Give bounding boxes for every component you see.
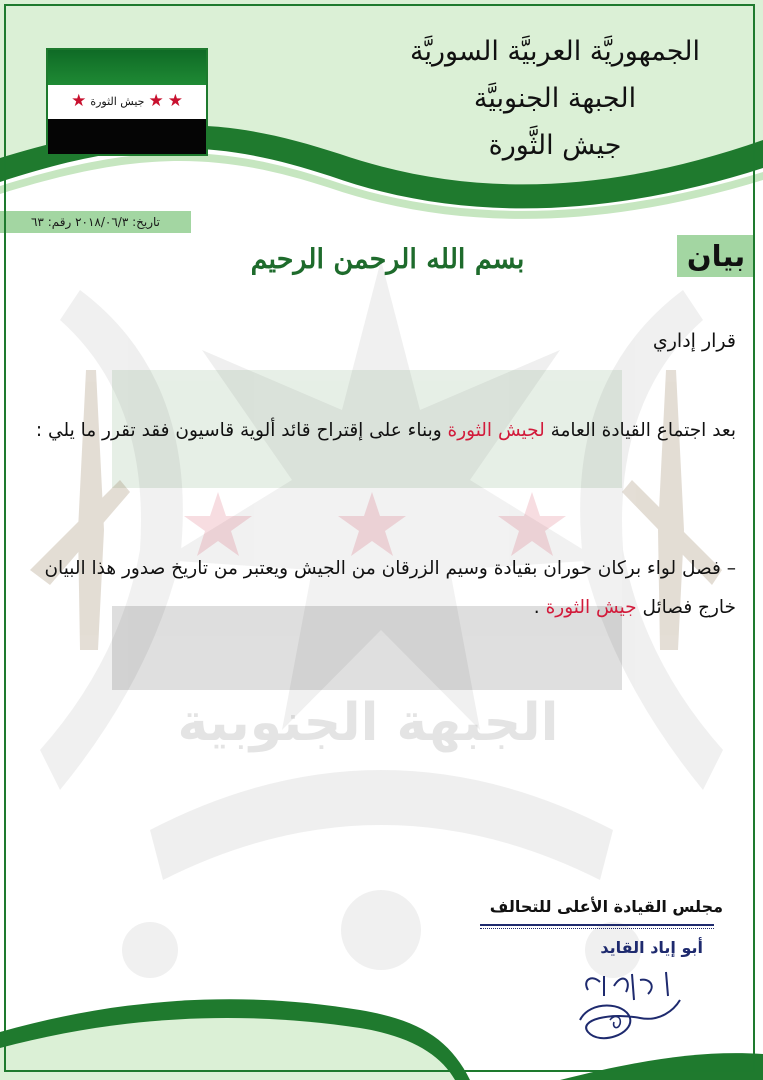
body-paragraph-1	[30, 412, 736, 450]
flag-green-band	[48, 50, 206, 85]
republic-name: الجمهوريَّة العربيَّة السوريَّة	[410, 36, 700, 67]
army-name: جيش الثَّورة	[488, 130, 622, 161]
star-icon: ★	[71, 91, 87, 112]
date-number-bar: تاريخ: ٢٠١٨/٠٦/٣ رقم: ٦٣	[0, 211, 191, 233]
statement-label: بيان	[677, 235, 755, 277]
basmala-calligraphy: بسم الله الرحمن الرحيم	[250, 244, 525, 275]
revolution-flag	[46, 48, 208, 156]
star-icon: ★	[148, 91, 164, 112]
council-title: مجلس القيادة الأعلى للتحالف	[489, 897, 723, 916]
signature-divider-dots	[480, 928, 714, 929]
para1-text-cont: وبناء على إقتراح قائد ألوية قاسيون فقد تقرر ما يلي :	[35, 420, 448, 441]
front-name: الجبهة الجنوبيَّة	[473, 83, 637, 114]
para1-text: بعد اجتماع القيادة العامة	[544, 420, 736, 441]
watermark-text: الجبهة الجنوبية	[177, 693, 559, 753]
handwritten-signature	[570, 960, 690, 1055]
signature-divider	[480, 924, 714, 926]
army-name-highlight: جيش الثورة	[545, 597, 637, 618]
army-name-highlight: لجيش الثورة	[447, 420, 545, 441]
para2-text-cont: .	[533, 597, 546, 618]
star-icon: ★	[167, 91, 183, 112]
body-paragraph-2	[30, 549, 736, 627]
para2-text: – فصل لواء بركان حوران بقيادة وسيم الزرقان من الجيش ويعتبر من تاريخ صدور هذا البيان خارج فصائل	[44, 558, 736, 618]
flag-stars	[48, 85, 206, 120]
flag-inscription: جيش الثورة	[90, 95, 145, 109]
flag-black-band	[48, 119, 206, 154]
decision-title: قرار إداري	[652, 330, 736, 352]
letterhead	[405, 28, 705, 169]
signatory-name: أبو إياد القايد	[600, 938, 703, 957]
